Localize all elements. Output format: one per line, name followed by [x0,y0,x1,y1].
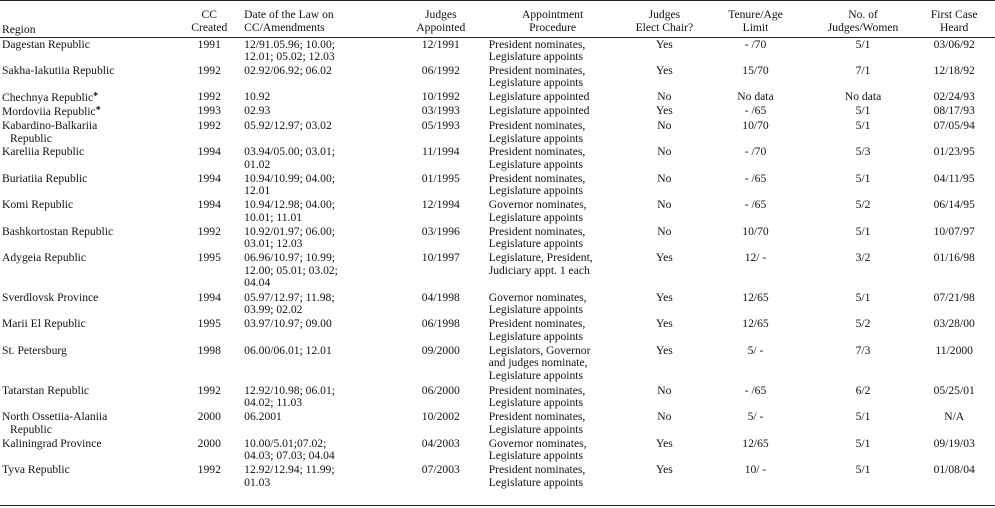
cell-tenure: 12/65 [742,317,769,331]
table-row [0,119,995,145]
cell-cc-created: 1992 [197,63,221,77]
cell-tenure: No data [737,89,774,103]
cell-region: Bashkortostan Republic [2,224,114,238]
cell-region: Dagestan Republic [2,37,90,51]
cell-elect-chair: No [657,89,672,103]
cell-num-judges: 5/1 [855,104,871,118]
cell-tenure: 10/70 [742,119,769,133]
cell-judges-appointed: 06/1992 [421,63,460,77]
cell-tenure: - /65 [744,171,767,185]
table-row [0,104,995,119]
cell-elect-chair: No [657,119,672,133]
cell-num-judges: 5/1 [855,290,871,304]
table-row [0,145,995,172]
cell-region: Tatarstan Republic [2,383,90,397]
cell-first-case: 10/07/97 [933,224,975,238]
header-cc-created: CC Created [184,0,234,37]
header-date-law: Date of the Law on CC/Amendments [234,0,407,37]
cell-judges-appointed: 10/1992 [421,89,460,103]
cell-tenure: 12/ - [744,251,767,265]
cell-procedure: Governor nominates, Legislature appoints [488,198,587,224]
cell-elect-chair: No [657,198,672,212]
cell-date-law: 05.97/12.97; 11.98; 03.99; 02.02 [244,290,335,317]
cell-region: St. Petersburg [2,343,67,357]
cell-procedure: President nominates, Legislature appoints [488,37,586,64]
cell-judges-appointed: 10/2002 [421,410,460,424]
cell-first-case: 01/16/98 [933,251,975,265]
cell-procedure: Legislature, President, Judiciary appt. 1 each [488,251,593,277]
cell-num-judges: 5/2 [855,198,871,212]
cell-region: Sverdlovsk Province [2,290,99,304]
cell-judges-appointed: 10/1997 [421,251,460,265]
cell-tenure: 10/ - [744,463,767,477]
cell-tenure: 5/ - [747,343,764,357]
cell-region: Chechnya Republic* [2,90,99,104]
table-row [0,463,995,490]
table-row [0,410,995,437]
cell-date-law: 05.92/12.97; 03.02 [244,119,332,133]
cell-date-law: 12/91.05.96; 10.00; 12.01; 05.02; 12.03 [244,37,335,64]
cell-elect-chair: Yes [655,290,673,304]
table-row [0,344,995,384]
cell-date-law: 03.94/05.00; 03.01; 01.02 [244,145,335,171]
cell-judges-appointed: 04/2003 [421,436,460,450]
cell-procedure: Governor nominates, Legislature appoints [488,436,587,463]
bottom-rule [0,505,995,506]
header-tenure: Tenure/Age Limit [698,0,812,37]
cell-date-law: 02.92/06.92; 06.02 [244,63,332,77]
cell-first-case: 08/17/93 [933,104,975,118]
footnote-marker: * [95,105,101,117]
cell-tenure: - /65 [744,104,767,118]
cell-cc-created: 1994 [197,171,221,185]
cell-elect-chair: No [657,171,672,185]
cell-cc-created: 1992 [197,224,221,238]
cell-num-judges: 5/1 [855,224,871,238]
cell-num-judges: 5/3 [855,145,871,159]
cell-procedure: President nominates, Legislature appoints [488,410,586,436]
cell-region: Komi Republic [2,198,74,212]
cell-procedure: Governor nominates, Legislature appoints [488,290,587,317]
table-row [0,251,995,291]
cell-first-case: 03/06/92 [933,37,975,51]
cell-date-law: 06.00/06.01; 12.01 [244,343,332,357]
cell-num-judges: 7/1 [855,63,871,77]
table-row [0,37,995,64]
cell-first-case: 01/23/95 [933,145,975,159]
cell-num-judges: 5/1 [855,119,871,133]
header-elect-chair: Judges Elect Chair? [630,0,698,37]
cell-tenure: - /70 [744,145,767,159]
cell-judges-appointed: 06/1998 [421,317,460,331]
cell-procedure: Legislature appointed [488,104,590,118]
cell-first-case: 06/14/95 [933,198,975,212]
cell-date-law: 10.94/12.98; 04.00; 10.01; 11.01 [244,198,335,224]
cell-elect-chair: No [657,410,672,424]
cell-elect-chair: No [657,145,672,159]
cell-region: North Ossetiia-Alaniia Republic [2,410,108,436]
cell-first-case: 05/25/01 [933,383,975,397]
cell-elect-chair: Yes [655,251,673,265]
table-row [0,291,995,318]
cell-procedure: President nominates, Legislature appoints [488,119,586,145]
cell-first-case: 03/28/00 [933,317,975,331]
cell-region: Adygeia Republic [2,251,87,265]
cell-cc-created: 1992 [197,119,221,133]
table-row [0,172,995,199]
cell-elect-chair: Yes [655,104,673,118]
cell-tenure: 15/70 [742,63,769,77]
cell-num-judges: 6/2 [855,383,871,397]
cell-judges-appointed: 12/1991 [421,37,460,51]
header-judges-appointed: Judges Appointed [407,0,475,37]
cell-first-case: 07/05/94 [933,119,975,133]
cell-num-judges: 5/2 [855,317,871,331]
header-first-case: First Case Heard [913,0,995,37]
cell-tenure: - /65 [744,198,767,212]
cell-tenure: 10/70 [742,224,769,238]
cell-region: Sakha-Iakutiia Republic [2,63,115,77]
cell-procedure: President nominates, Legislature appoints [488,463,586,489]
cell-procedure: Legislators, Governor and judges nominate, Legislature appoints [488,343,591,382]
cell-procedure: President nominates, Legislature appoints [488,63,586,90]
cell-elect-chair: Yes [655,343,673,357]
cell-num-judges: 3/2 [855,251,871,265]
cell-procedure: President nominates, Legislature appoints [488,145,586,171]
cell-tenure: 12/65 [742,436,769,450]
footnote-marker: * [93,90,99,102]
cell-elect-chair: No [657,224,672,238]
cell-tenure: 5/ - [747,410,764,424]
cell-procedure: President nominates, Legislature appoints [488,224,586,251]
table-row [0,64,995,90]
cell-num-judges: 7/3 [855,343,871,357]
cell-date-law: 12.92/10.98; 06.01; 04.02; 11.03 [244,383,335,410]
cell-elect-chair: Yes [655,436,673,450]
cell-num-judges: 5/1 [855,410,871,424]
cell-cc-created: 1993 [197,104,221,118]
cell-num-judges: 5/1 [855,171,871,185]
table-row [0,437,995,464]
cell-judges-appointed: 03/1993 [421,104,460,118]
cell-first-case: 09/19/03 [933,436,975,450]
cell-region: Tyva Republic [2,463,70,477]
cell-procedure: Legislature appointed [488,89,590,103]
header-procedure: Appointment Procedure [475,0,631,37]
cell-elect-chair: Yes [655,463,673,477]
cell-judges-appointed: 06/2000 [421,383,460,397]
table-body [0,37,995,490]
cell-cc-created: 1998 [197,343,221,357]
cell-cc-created: 1995 [197,317,221,331]
cell-region: Kaliningrad Province [2,436,102,450]
cell-judges-appointed: 09/2000 [421,343,460,357]
cell-cc-created: 1994 [197,198,221,212]
cell-judges-appointed: 11/1994 [422,145,460,159]
cell-cc-created: 1992 [197,383,221,397]
cell-cc-created: 2000 [197,410,221,424]
cell-tenure: 12/65 [742,290,769,304]
cell-date-law: 02.93 [244,104,271,118]
cell-first-case: 02/24/93 [933,89,975,103]
cell-date-law: 10.92/01.97; 06.00; 03.01; 12.03 [244,224,335,251]
cell-judges-appointed: 07/2003 [421,463,460,477]
table-row [0,384,995,411]
cell-first-case: 07/21/98 [933,290,975,304]
table-row [0,317,995,344]
cell-date-law: 06.96/10.97; 10.99; 12.00; 05.01; 03.02; 04.04 [244,251,338,290]
cell-region: Buriatiia Republic [2,171,88,185]
cell-tenure: - /70 [744,37,767,51]
cell-date-law: 03.97/10.97; 09.00 [244,317,332,331]
cell-date-law: 10.92 [244,89,271,103]
table-row [0,198,995,225]
table-row [0,225,995,252]
cell-tenure: - /65 [744,383,767,397]
cell-judges-appointed: 03/1996 [421,224,460,238]
cell-region: Mordoviia Republic* [2,105,101,119]
cell-procedure: President nominates, Legislature appoints [488,317,586,343]
cell-region: Kareliia Republic [2,145,85,159]
cell-num-judges: 5/1 [855,37,871,51]
header-num-judges: No. of Judges/Women [813,0,914,37]
cell-judges-appointed: 12/1994 [421,198,460,212]
cell-elect-chair: Yes [655,37,673,51]
cell-date-law: 10.00/5.01;07.02; 04.03; 07.03; 04.04 [244,436,335,463]
header-row [0,0,995,37]
cell-procedure: President nominates, Legislature appoints [488,383,586,410]
cell-judges-appointed: 01/1995 [421,171,460,185]
cell-cc-created: 1994 [197,290,221,304]
header-region: Region [0,0,184,37]
cell-judges-appointed: 04/1998 [421,290,460,304]
cell-elect-chair: No [657,383,672,397]
cell-cc-created: 1992 [197,463,221,477]
cell-date-law: 10.94/10.99; 04.00; 12.01 [244,171,335,198]
table-row [0,90,995,105]
cell-region: Marii El Republic [2,317,86,331]
cell-procedure: President nominates, Legislature appoints [488,171,586,198]
cell-elect-chair: Yes [655,63,673,77]
cell-first-case: 12/18/92 [933,63,975,77]
cell-region: Kabardino-Balkariia Republic [2,119,98,145]
cell-cc-created: 1994 [197,145,221,159]
cell-cc-created: 1991 [197,37,221,51]
cell-date-law: 12.92/12.94; 11.99; 01.03 [244,463,335,489]
cell-cc-created: 1992 [197,89,221,103]
cell-judges-appointed: 05/1993 [421,119,460,133]
cell-date-law: 06.2001 [244,410,282,424]
cell-first-case: N/A [944,410,965,424]
cell-first-case: 11/2000 [935,343,973,357]
cell-first-case: 01/08/04 [933,463,975,477]
cell-elect-chair: Yes [655,317,673,331]
cell-num-judges: 5/1 [855,436,871,450]
cell-cc-created: 1995 [197,251,221,265]
cell-first-case: 04/11/95 [933,171,975,185]
cell-num-judges: No data [844,89,882,103]
cell-cc-created: 2000 [197,436,221,450]
cell-num-judges: 5/1 [855,463,871,477]
